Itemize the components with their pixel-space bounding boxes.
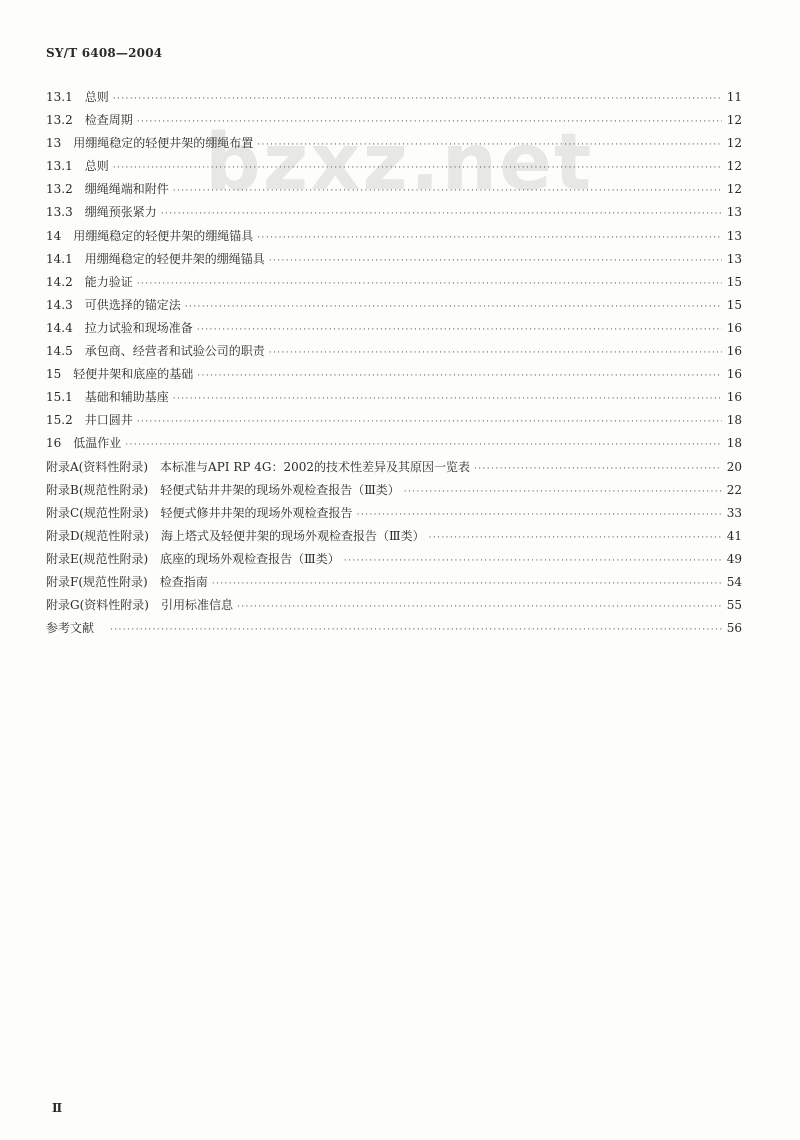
toc-dot-leader bbox=[257, 134, 722, 157]
toc-entry-page: 18 bbox=[726, 436, 742, 451]
toc-entry bbox=[46, 317, 742, 340]
toc-entry bbox=[46, 340, 742, 363]
toc-entry bbox=[46, 502, 742, 525]
toc-entry-page: 13 bbox=[726, 251, 742, 266]
toc-entry-page: 12 bbox=[726, 113, 742, 128]
toc-entry-number: 14.3 bbox=[46, 297, 73, 312]
toc-entry-number: 附录B(规范性附录) bbox=[46, 482, 149, 497]
toc-dot-leader bbox=[212, 573, 722, 596]
toc-entry-number: 参考文献 bbox=[46, 621, 95, 636]
toc-entry-page: 15 bbox=[726, 297, 742, 312]
toc-entry bbox=[46, 132, 742, 155]
toc-entry-page: 33 bbox=[726, 505, 742, 520]
toc-dot-leader bbox=[257, 227, 722, 250]
toc-entry bbox=[46, 294, 742, 317]
toc-entry-page: 16 bbox=[726, 390, 742, 405]
toc-entry-number: 附录E(规范性附录) bbox=[46, 551, 149, 566]
toc-entry-title: 检查指南 bbox=[159, 574, 208, 589]
toc-entry bbox=[46, 271, 742, 294]
toc-dot-leader bbox=[137, 273, 722, 296]
toc-entry-number: 15.2 bbox=[46, 413, 73, 428]
toc-entry-title: 总则 bbox=[84, 159, 109, 174]
toc-entry-title: 绷绳绳端和附件 bbox=[84, 182, 169, 197]
toc-entry bbox=[46, 155, 742, 178]
toc-entry-page: 55 bbox=[726, 598, 742, 613]
toc-entry-number: 14 bbox=[46, 228, 62, 243]
toc-dot-leader bbox=[173, 388, 722, 411]
toc-dot-leader bbox=[474, 458, 722, 481]
toc-entry-title: 总则 bbox=[84, 90, 109, 104]
toc-entry bbox=[46, 432, 742, 455]
toc-entry bbox=[46, 86, 742, 109]
toc-entry-page: 56 bbox=[726, 621, 742, 636]
toc-entry-title: 可供选择的锚定法 bbox=[84, 297, 181, 312]
toc-dot-leader bbox=[269, 250, 722, 273]
toc-entry-title: 井口圆井 bbox=[84, 413, 133, 428]
toc-dot-leader bbox=[173, 180, 722, 203]
watermark: bzxz.net bbox=[205, 118, 594, 208]
toc-entry-page: 16 bbox=[726, 320, 742, 335]
toc-dot-leader bbox=[237, 596, 722, 619]
toc-dot-leader bbox=[125, 434, 722, 457]
toc-entry-page: 16 bbox=[726, 344, 742, 359]
toc-dot-leader bbox=[185, 296, 722, 319]
toc-entry-page: 18 bbox=[726, 413, 742, 428]
toc-entry-number: 16 bbox=[46, 436, 62, 451]
toc-entry-title: 轻便井架和底座的基础 bbox=[73, 367, 194, 382]
toc-entry-page: 15 bbox=[726, 274, 742, 289]
toc-entry-number: 13 bbox=[46, 136, 62, 151]
toc-entry-page: 13 bbox=[726, 228, 742, 243]
toc-entry-title: 能力验证 bbox=[84, 274, 133, 289]
toc-entry-number: 附录D(规范性附录) bbox=[46, 528, 149, 543]
toc-entry-title: 低温作业 bbox=[73, 436, 122, 451]
toc-dot-leader bbox=[137, 111, 722, 134]
toc-entry-page: 54 bbox=[726, 574, 742, 589]
toc-entry bbox=[46, 571, 742, 594]
toc-dot-leader bbox=[137, 411, 722, 434]
toc-entry bbox=[46, 178, 742, 201]
toc-dot-leader bbox=[404, 481, 722, 504]
toc-entry-title: 用绷绳稳定的轻便井架的绷绳锚具 bbox=[73, 228, 254, 243]
toc-entry-number: 14.5 bbox=[46, 344, 73, 359]
toc-entry bbox=[46, 594, 742, 617]
toc-entry-title: 检查周期 bbox=[84, 113, 133, 128]
toc-dot-leader bbox=[344, 550, 722, 573]
toc-entry-number: 14.1 bbox=[46, 251, 73, 266]
toc-entry bbox=[46, 456, 742, 479]
toc-entry bbox=[46, 225, 742, 248]
toc-entry-number: 13.1 bbox=[46, 159, 73, 174]
toc-entry-title: 用绷绳稳定的轻便井架的绷绳锚具 bbox=[84, 251, 265, 266]
toc-entry-page: 20 bbox=[726, 459, 742, 474]
document-code: SY/T 6408—2004 bbox=[46, 46, 163, 60]
toc-entry-title: 轻便式钻井井架的现场外观检查报告（Ⅲ类） bbox=[160, 482, 400, 497]
table-of-contents bbox=[46, 86, 742, 640]
toc-entry bbox=[46, 617, 742, 640]
toc-entry-number: 14.4 bbox=[46, 320, 73, 335]
toc-entry bbox=[46, 548, 742, 571]
toc-entry-page: 49 bbox=[726, 551, 742, 566]
toc-entry-number: 13.2 bbox=[46, 113, 73, 128]
page-number: Ⅱ bbox=[52, 1101, 63, 1115]
toc-entry-number: 15.1 bbox=[46, 390, 73, 405]
toc-entry-page: 12 bbox=[726, 159, 742, 174]
toc-entry-title: 引用标准信息 bbox=[160, 598, 233, 613]
toc-entry-title: 用绷绳稳定的轻便井架的绷绳布置 bbox=[73, 136, 254, 151]
toc-entry-page: 11 bbox=[726, 90, 742, 104]
toc-entry-page: 12 bbox=[726, 182, 742, 197]
toc-dot-leader bbox=[110, 619, 722, 642]
toc-entry-title: 承包商、经营者和试验公司的职责 bbox=[84, 344, 265, 359]
toc-dot-leader bbox=[357, 504, 722, 527]
toc-entry-page: 22 bbox=[726, 482, 742, 497]
toc-dot-leader bbox=[161, 203, 722, 226]
toc-entry bbox=[46, 479, 742, 502]
toc-dot-leader bbox=[197, 319, 722, 342]
toc-entry-number: 附录C(规范性附录) bbox=[46, 505, 149, 520]
toc-dot-leader bbox=[429, 527, 722, 550]
toc-entry-title: 底座的现场外观检查报告（Ⅲ类） bbox=[160, 551, 340, 566]
toc-entry-page: 16 bbox=[726, 367, 742, 382]
toc-entry-title: 基础和辅助基座 bbox=[84, 390, 169, 405]
toc-entry-title: 拉力试验和现场准备 bbox=[84, 320, 193, 335]
toc-entry-page: 13 bbox=[726, 205, 742, 220]
toc-entry bbox=[46, 409, 742, 432]
toc-entry-title: 轻便式修井井架的现场外观检查报告 bbox=[160, 505, 353, 520]
toc-entry-number: 附录A(资料性附录) bbox=[46, 459, 149, 474]
toc-entry bbox=[46, 363, 742, 386]
toc-entry-page: 41 bbox=[726, 528, 742, 543]
toc-dot-leader bbox=[113, 88, 722, 111]
toc-entry bbox=[46, 201, 742, 224]
toc-entry-number: 附录G(资料性附录) bbox=[46, 598, 149, 613]
toc-entry bbox=[46, 109, 742, 132]
toc-entry-number: 14.2 bbox=[46, 274, 73, 289]
toc-entry bbox=[46, 525, 742, 548]
toc-entry-number: 13.2 bbox=[46, 182, 73, 197]
toc-entry-title: 海上塔式及轻便井架的现场外观检查报告（Ⅲ类） bbox=[161, 528, 425, 543]
toc-entry-title: 绷绳预张紧力 bbox=[84, 205, 157, 220]
toc-entry-page: 12 bbox=[726, 136, 742, 151]
toc-entry-number: 13.3 bbox=[46, 205, 73, 220]
toc-entry-number: 13.1 bbox=[46, 90, 73, 104]
toc-dot-leader bbox=[197, 365, 722, 388]
toc-entry-number: 15 bbox=[46, 367, 62, 382]
toc-dot-leader bbox=[113, 157, 722, 180]
toc-entry bbox=[46, 248, 742, 271]
toc-entry bbox=[46, 386, 742, 409]
toc-entry-number: 附录F(规范性附录) bbox=[46, 574, 148, 589]
toc-dot-leader bbox=[269, 342, 722, 365]
toc-entry-title: 本标准与API RP 4G：2002的技术性差异及其原因一览表 bbox=[160, 459, 471, 474]
